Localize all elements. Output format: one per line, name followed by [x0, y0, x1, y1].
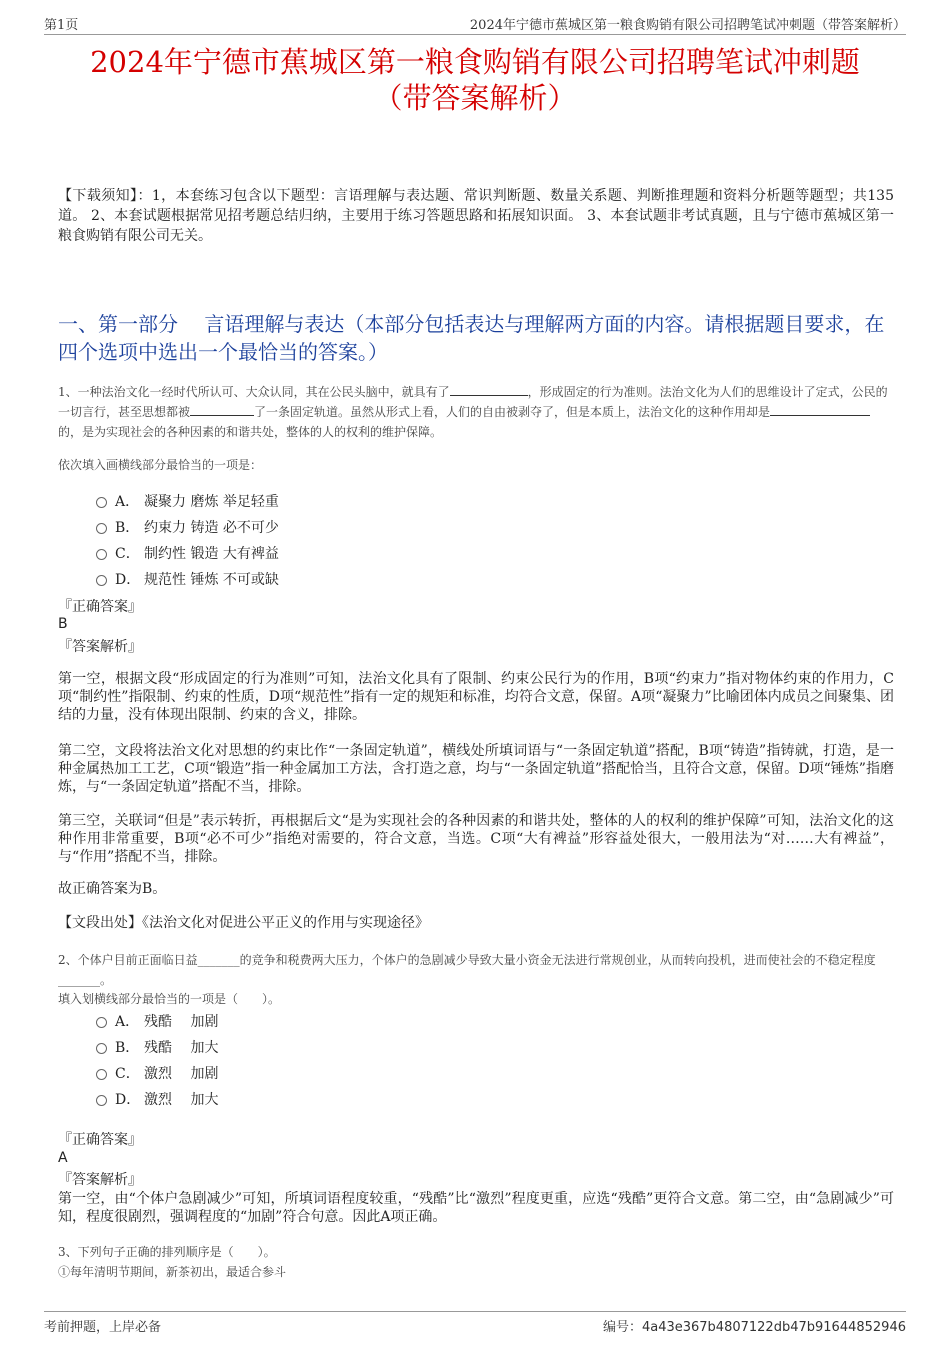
section-heading: 一、第一部分 言语理解与表达（本部分包括表达与理解两方面的内容。请根据题目要求，在四个选项中选出一个最恰当的答案。） [58, 312, 885, 364]
q2-answer-label: 『正确答案』 [58, 1132, 142, 1148]
option-text: 残酷 加剧 [144, 1014, 219, 1030]
q1-source: 【文段出处】《法治文化对促进公平正义的作用与实现途径》 [58, 915, 429, 931]
radio-button[interactable] [96, 1095, 107, 1106]
option-letter: D． [115, 572, 141, 588]
q1-analysis-label: 『答案解析』 [58, 639, 142, 655]
q1-blank-1 [450, 383, 528, 396]
header-doc-title: 2024年宁德市蕉城区第一粮食购销有限公司招聘笔试冲刺题（带答案解析） [469, 18, 906, 33]
radio-button[interactable] [96, 1043, 107, 1054]
question-1-stem [58, 382, 894, 442]
option-text: 激烈 加大 [144, 1092, 219, 1108]
radio-button[interactable] [96, 497, 107, 508]
q1-text-part-2: ，形成固定的行为准则。法治文化为人们的思维设计了定式，公民的一切言行，甚至思想都被 [58, 385, 888, 419]
q2-analysis-label: 『答案解析』 [58, 1172, 142, 1188]
page-footer [44, 1311, 906, 1336]
page-header [44, 14, 906, 35]
option-letter: B． [115, 520, 140, 536]
option-letter: A． [115, 1014, 140, 1030]
option-letter: C． [115, 1066, 140, 1082]
question-3-sentence-1: ①每年清明节期间，新茶初出，最适合参斗 [58, 1265, 287, 1279]
footer-slogan: 考前押题，上岸必备 [44, 1320, 162, 1335]
q1-answer-label: 『正确答案』 [58, 599, 142, 615]
option-text: 制约性 锻造 大有裨益 [144, 546, 279, 562]
option-letter: A． [115, 494, 140, 510]
option-letter: C． [115, 546, 140, 562]
q1-analysis-paragraph-3: 第三空，关联词“但是”表示转折，再根据后文“是为实现社会的各种因素的和谐共处，整体的人的权利的维护保障”可知，法治文化的这种作用非常重要，B项“必不可少”指绝对需要的，符合文意，当选。C项“大有裨益”形容益处很大，一般用法为“对……大有裨益”，与“作用”搭配不当，排除。 [58, 813, 894, 865]
document-code [603, 1316, 906, 1335]
code-value: 4a43e367b4807122db47b91644852946 [641, 1320, 906, 1335]
q1-text-part-1: 1、一种法治文化一经时代所认可、大众认同，其在公民头脑中，就具有了 [58, 385, 450, 399]
option-text: 残酷 加大 [144, 1040, 219, 1056]
q1-blank-2 [190, 403, 254, 416]
radio-button[interactable] [96, 575, 107, 586]
title-line-1: 2024年宁德市蕉城区第一粮食购销有限公司招聘笔试冲刺题 [90, 45, 860, 79]
q1-instruction: 依次填入画横线部分最恰当的一项是： [58, 458, 263, 472]
option-text: 激烈 加剧 [144, 1066, 219, 1082]
q2-answer: A [58, 1150, 68, 1166]
q1-blank-3 [770, 403, 870, 416]
radio-button[interactable] [96, 523, 107, 534]
document-title [40, 44, 910, 116]
radio-button[interactable] [96, 1069, 107, 1080]
radio-button[interactable] [96, 549, 107, 560]
option-text: 约束力 铸造 必不可少 [144, 520, 279, 536]
code-label: 编号： [602, 1320, 642, 1335]
q1-answer: B [58, 616, 68, 632]
q1-text-part-3: 了一条固定轨道。虽然从形式上看，人们的自由被剥夺了，但是本质上，法治文化的这种作用却是 [254, 405, 771, 419]
q1-conclusion: 故正确答案为B。 [58, 881, 167, 897]
q1-text-part-4: 的，是为实现社会的各种因素的和谐共处，整体的人的权利的维护保障。 [58, 425, 443, 439]
option-text: 凝聚力 磨炼 举足轻重 [144, 494, 279, 510]
option-text: 规范性 锤炼 不可或缺 [144, 572, 279, 588]
option-letter: B． [115, 1040, 140, 1056]
radio-button[interactable] [96, 1017, 107, 1028]
title-line-2: （带答案解析） [373, 81, 577, 115]
page-number: 第1页 [44, 18, 79, 33]
option-letter: D． [115, 1092, 141, 1108]
q1-analysis-paragraph-1: 第一空，根据文段“形成固定的行为准则”可知，法治文化具有了限制、约束公民行为的作用，B项“约束力”指对物体约束的作用力，C项“制约性”指限制、约束的性质，D项“规范性”指有一定的规矩和标准，均符合文意，保留。A项“凝聚力”比喻团体内成员之间聚集、团结的力量，没有体现出限制、约束的含义，排除。 [58, 671, 894, 723]
q1-analysis-paragraph-2: 第二空，文段将法治文化对思想的约束比作“一条固定轨道”，横线处所填词语与“一条固定轨道”搭配，B项“铸造”指铸就，打造，是一种金属热加工工艺，C项“锻造”指一种金属加工方法，含打造之意，均与“一条固定轨道”搭配恰当，且符合文意，保留。D项“锤炼”指磨炼，与“一条固定轨道”搭配不当，排除。 [58, 743, 894, 795]
q2-analysis: 第一空，由“个体户急剧减少”可知，所填词语程度较重，“残酷”比“激烈”程度更重，应选“残酷”更符合文意。第二空，由“急剧减少”可知，程度很剧烈，强调程度的“加剧”符合句意。因此A项正确。 [58, 1191, 894, 1225]
download-notice: 【下载须知】：1，本套练习包含以下题型：言语理解与表达题、常识判断题、数量关系题、判断推理题和资料分析题等题型；共135道。 2、本套试题根据常见招考题总结归纳，主要用于练习答题思路和拓展知识面。 3、本套试题非考试真题，且与宁德市蕉城区第一粮食购销有限公司无关。 [58, 188, 894, 244]
question-2-stem: 2、个体户目前正面临日益_______的竞争和税费两大压力，个体户的急剧减少导致大量小资金无法进行常规创业，从而转向投机，进而使社会的不稳定程度_______。 [58, 953, 876, 987]
question-3-stem: 3、下列句子正确的排列顺序是（ ）。 [58, 1245, 276, 1259]
q2-instruction: 填入划横线部分最恰当的一项是（ ）。 [58, 992, 281, 1006]
